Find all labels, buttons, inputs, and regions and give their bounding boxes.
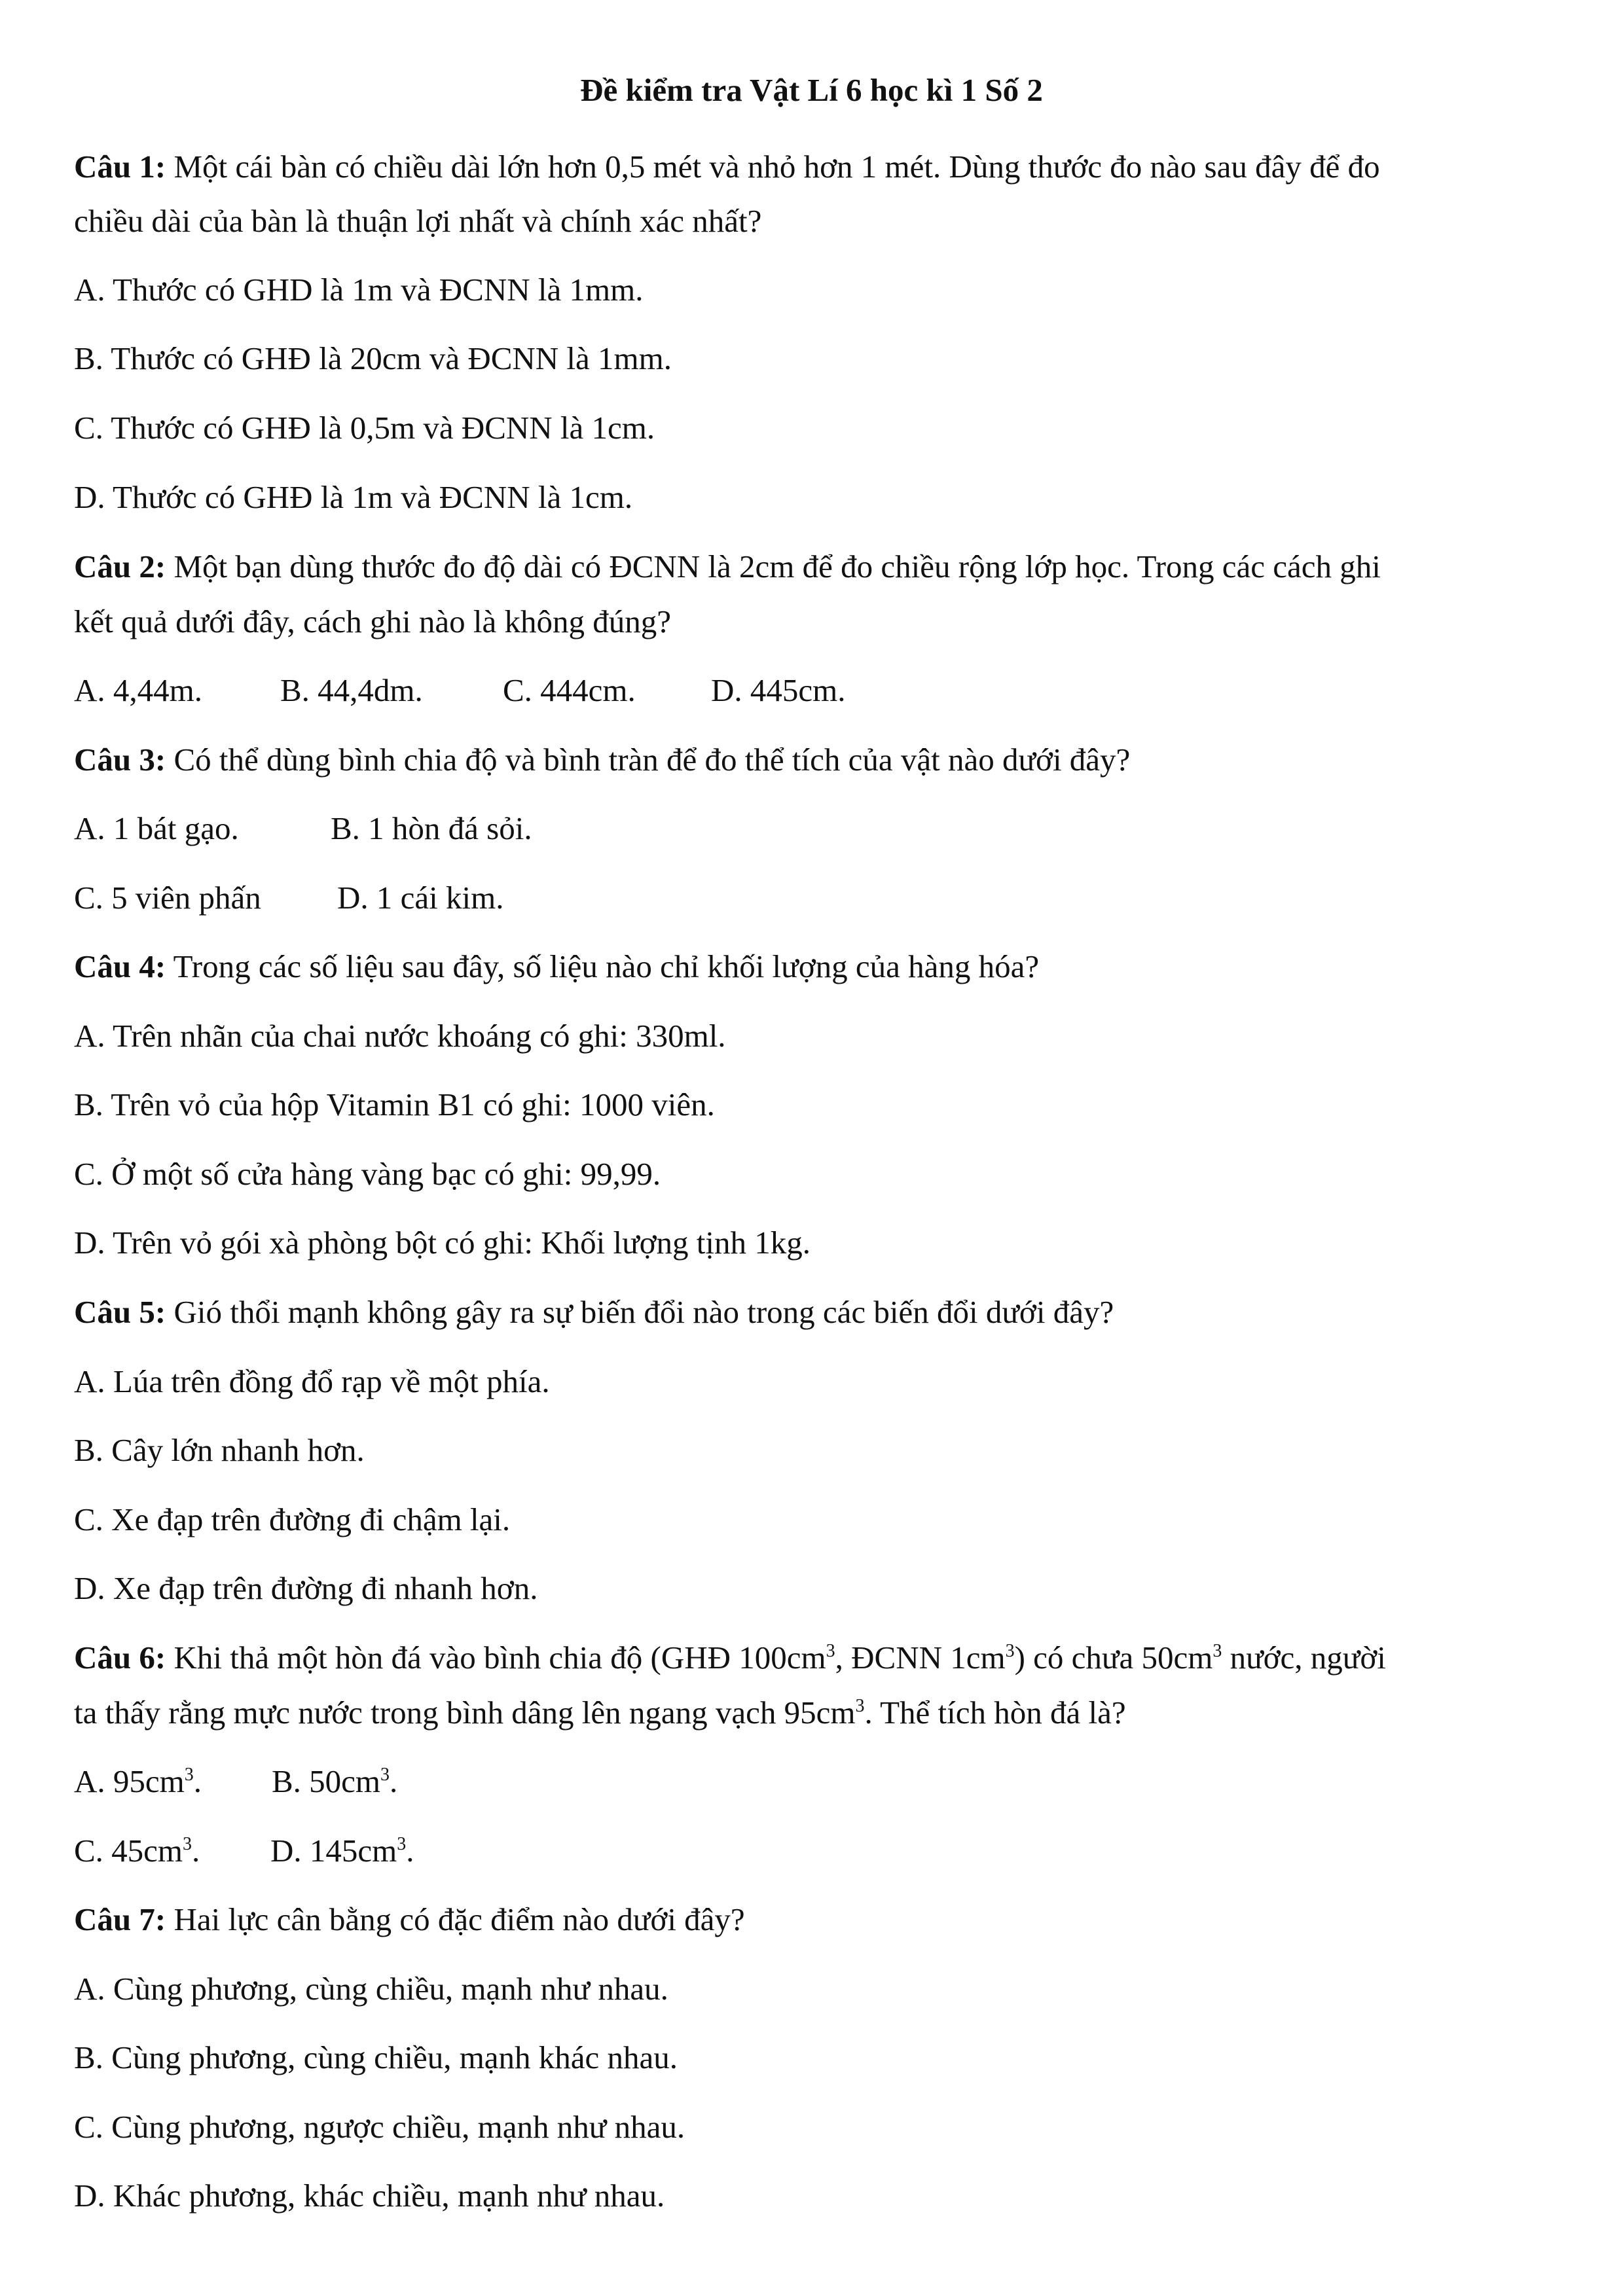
- question-2-stem-line-2: kết quả dưới đây, cách ghi nào là không đúng?: [74, 603, 671, 639]
- question-2-stem-line-1: [74, 547, 1381, 586]
- question-7-option-b: B. Cùng phương, cùng chiều, mạnh khác nhau.: [74, 2039, 678, 2075]
- question-6-text-part-3: ) có chưa 50cm: [1014, 1640, 1213, 1676]
- question-3-options-row-1: [74, 809, 532, 848]
- page-title: Đề kiểm tra Vật Lí 6 học kì 1 Số 2: [580, 72, 1043, 108]
- question-7-option-d: D. Khác phương, khác chiều, mạnh như nhau.: [74, 2178, 665, 2214]
- question-3-options-row-2: [74, 878, 503, 918]
- question-2-options-row: [74, 671, 846, 710]
- superscript-3: 3: [1213, 1641, 1222, 1661]
- question-1-option-b: B. Thước có GHĐ là 20cm và ĐCNN là 1mm.: [74, 340, 672, 376]
- question-7-option-a: A. Cùng phương, cùng chiều, mạnh như nhau.: [74, 1971, 668, 2007]
- question-1-option-c: C. Thước có GHĐ là 0,5m và ĐCNN là 1cm.: [74, 410, 655, 446]
- question-2-label: Câu 2:: [74, 548, 166, 584]
- question-2-option-d: D. 445cm.: [711, 672, 846, 708]
- question-3-option-c: C. 5 viên phấn: [74, 880, 261, 916]
- question-1-text: Một cái bàn có chiều dài lớn hơn 0,5 mét và nhỏ hơn 1 mét. Dùng thước đo nào sau đây để đo: [166, 149, 1380, 185]
- question-1-option-d: D. Thước có GHĐ là 1m và ĐCNN là 1cm.: [74, 479, 633, 515]
- question-5-text: Gió thổi mạnh không gây ra sự biến đổi nào trong các biến đổi dưới đây?: [166, 1294, 1114, 1330]
- question-1-option-a: A. Thước có GHD là 1m và ĐCNN là 1mm.: [74, 272, 644, 308]
- question-4-stem-line-1: [74, 947, 1039, 986]
- question-1-stem-line-2: chiều dài của bàn là thuận lợi nhất và chính xác nhất?: [74, 203, 762, 239]
- question-3-option-d: D. 1 cái kim.: [337, 880, 504, 916]
- question-7-option-c: C. Cùng phương, ngược chiều, mạnh như nhau.: [74, 2109, 685, 2145]
- question-6-text-part-6: . Thể tích hòn đá là?: [864, 1695, 1126, 1731]
- question-2-option-a: A. 4,44m.: [74, 672, 202, 708]
- question-3-option-a: A. 1 bát gạo.: [74, 810, 239, 846]
- question-6-text-part-5: ta thấy rằng mực nước trong bình dâng lên ngang vạch 95cm: [74, 1695, 856, 1731]
- question-6-option-c: C. $45cm^3$.: [74, 1833, 200, 1869]
- question-5-label: Câu 5:: [74, 1294, 166, 1330]
- question-4-option-a: A. Trên nhãn của chai nước khoáng có ghi: 330ml.: [74, 1018, 726, 1054]
- question-4-text: Trong các số liệu sau đây, số liệu nào chỉ khối lượng của hàng hóa?: [166, 948, 1040, 984]
- question-7-stem-line-1: [74, 1900, 745, 1939]
- question-2-option-b: B. 44,4dm.: [280, 672, 423, 708]
- question-6-stem-line-1: [74, 1638, 1386, 1677]
- question-4-option-d: D. Trên vỏ gói xà phòng bột có ghi: Khối lượng tịnh 1kg.: [74, 1225, 811, 1261]
- question-4-option-b: B. Trên vỏ của hộp Vitamin B1 có ghi: 1000 viên.: [74, 1086, 715, 1122]
- question-6-options-row-1: [74, 1762, 397, 1801]
- question-7-label: Câu 7:: [74, 1901, 166, 1937]
- question-6-text-part-4: nước, người: [1222, 1640, 1386, 1676]
- question-5-option-a: A. Lúa trên đồng đổ rạp về một phía.: [74, 1363, 550, 1399]
- question-6-option-d: D. $145cm^3$.: [270, 1833, 414, 1869]
- superscript-3: 3: [826, 1641, 835, 1661]
- question-3-label: Câu 3:: [74, 742, 166, 778]
- question-6-option-a: A. $95cm^3$.: [74, 1763, 202, 1799]
- question-6-stem-line-2: [74, 1693, 1126, 1732]
- question-5-option-c: C. Xe đạp trên đường đi chậm lại.: [74, 1501, 511, 1537]
- question-6-option-b: B. $50cm^3$.: [272, 1763, 398, 1799]
- question-7-text: Hai lực cân bằng có đặc điểm nào dưới đây?: [166, 1901, 745, 1937]
- question-2-text: Một bạn dùng thước đo độ dài có ĐCNN là 2cm để đo chiều rộng lớp học. Trong các cách ghi: [166, 548, 1381, 584]
- superscript-3: 3: [855, 1696, 865, 1716]
- question-5-option-d: D. Xe đạp trên đường đi nhanh hơn.: [74, 1570, 538, 1606]
- question-1-label: Câu 1:: [74, 149, 166, 185]
- question-6-text-part-1: Khi thả một hòn đá vào bình chia độ (GHĐ 100cm: [166, 1640, 826, 1676]
- question-5-stem-line-1: [74, 1293, 1114, 1332]
- question-3-option-b: B. 1 hòn đá sỏi.: [331, 810, 532, 846]
- question-5-option-b: B. Cây lớn nhanh hơn.: [74, 1432, 365, 1468]
- question-1-stem-line-1: [74, 147, 1380, 187]
- question-6-text-part-2: , ĐCNN 1cm: [835, 1640, 1006, 1676]
- question-4-option-c: C. Ở một số cửa hàng vàng bạc có ghi: 99,99.: [74, 1156, 661, 1192]
- question-3-text: Có thể dùng bình chia độ và bình tràn để đo thể tích của vật nào dưới đây?: [166, 742, 1131, 778]
- question-2-option-c: C. 444cm.: [503, 672, 636, 708]
- question-3-stem-line-1: [74, 740, 1130, 780]
- question-6-options-row-2: [74, 1831, 414, 1871]
- superscript-3: 3: [1005, 1641, 1015, 1661]
- question-4-label: Câu 4:: [74, 948, 166, 984]
- question-6-label: Câu 6:: [74, 1640, 166, 1676]
